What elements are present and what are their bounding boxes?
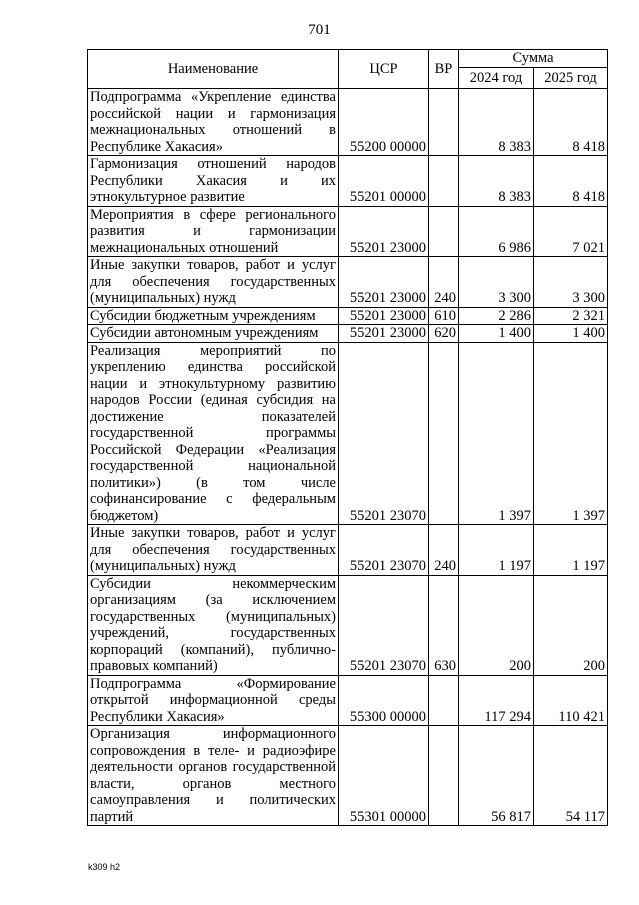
table-row	[88, 726, 608, 826]
row-name-cell: Гармонизация отношений народов Республики Хакасия и их этнокультурное развитие	[88, 156, 339, 207]
header-year-2024: 2024 год	[459, 68, 534, 89]
row-amount-2025-cell: 200	[534, 575, 608, 675]
row-amount-2024-cell: 117 294	[459, 675, 534, 726]
row-amount-2024-cell: 2 286	[459, 307, 534, 325]
row-name-cell: Субсидии автономным учреждениям	[88, 325, 339, 343]
table-row	[88, 575, 608, 675]
row-amount-2025-cell: 2 321	[534, 307, 608, 325]
header-year-2025: 2025 год	[534, 68, 608, 89]
row-csr-cell: 55200 00000	[339, 89, 429, 156]
row-amount-2025-cell: 110 421	[534, 675, 608, 726]
budget-table	[87, 49, 608, 826]
header-csr: ЦСР	[339, 50, 429, 89]
table-row	[88, 156, 608, 207]
row-amount-2024-cell: 1 197	[459, 525, 534, 576]
row-amount-2025-cell: 3 300	[534, 257, 608, 308]
row-name-cell: Реализация мероприятий по укреплению единства российской нации и этнокультурному развитию народов России (единая субсидия на достижение показателей государственной программы Российской Федерации «Реализация государственной национальной политики») (в том числе софинансирование с федеральным бюджетом)	[88, 342, 339, 525]
row-csr-cell: 55301 00000	[339, 726, 429, 826]
row-name-cell: Подпрограмма «Формирование открытой информационной среды Республики Хакасия»	[88, 675, 339, 726]
row-csr-cell: 55201 23070	[339, 342, 429, 525]
table-row	[88, 257, 608, 308]
row-vr-cell	[429, 342, 459, 525]
row-vr-cell: 620	[429, 325, 459, 343]
row-csr-cell: 55300 00000	[339, 675, 429, 726]
row-name-cell: Организация информационного сопровождения в теле- и радиоэфире деятельности органов государственной власти, органов местного самоуправления и политических партий	[88, 726, 339, 826]
row-amount-2024-cell: 8 383	[459, 89, 534, 156]
row-csr-cell: 55201 23000	[339, 325, 429, 343]
row-amount-2025-cell: 8 418	[534, 156, 608, 207]
row-name-cell: Субсидии некоммерческим организациям (за исключением государственных (муниципальных) учреждений, государственных корпораций (компаний), публично-правовых компаний)	[88, 575, 339, 675]
row-csr-cell: 55201 23070	[339, 575, 429, 675]
row-name-cell: Иные закупки товаров, работ и услуг для обеспечения государственных (муниципальных) нужд	[88, 257, 339, 308]
row-amount-2025-cell: 1 397	[534, 342, 608, 525]
row-amount-2024-cell: 3 300	[459, 257, 534, 308]
row-name-cell: Подпрограмма «Укрепление единства российской нации и гармонизация межнациональных отношений в Республике Хакасия»	[88, 89, 339, 156]
row-vr-cell	[429, 89, 459, 156]
row-amount-2024-cell: 200	[459, 575, 534, 675]
row-vr-cell: 240	[429, 525, 459, 576]
table-row	[88, 89, 608, 156]
row-csr-cell: 55201 23000	[339, 257, 429, 308]
row-amount-2024-cell: 6 986	[459, 206, 534, 257]
table-row	[88, 307, 608, 325]
row-csr-cell: 55201 23000	[339, 206, 429, 257]
row-vr-cell	[429, 156, 459, 207]
row-vr-cell	[429, 675, 459, 726]
row-amount-2024-cell: 1 400	[459, 325, 534, 343]
table-row	[88, 525, 608, 576]
row-amount-2024-cell: 8 383	[459, 156, 534, 207]
row-name-cell: Иные закупки товаров, работ и услуг для обеспечения государственных (муниципальных) нужд	[88, 525, 339, 576]
row-vr-cell	[429, 206, 459, 257]
row-amount-2024-cell: 56 817	[459, 726, 534, 826]
row-amount-2025-cell: 8 418	[534, 89, 608, 156]
row-amount-2025-cell: 7 021	[534, 206, 608, 257]
row-name-cell: Мероприятия в сфере регионального развития и гармонизации межнациональных отношений	[88, 206, 339, 257]
table-row	[88, 206, 608, 257]
row-vr-cell: 610	[429, 307, 459, 325]
row-csr-cell: 55201 23000	[339, 307, 429, 325]
page-number: 701	[308, 22, 331, 38]
header-vr: ВР	[429, 50, 459, 89]
footer-code: k309 h2	[88, 862, 121, 872]
row-amount-2025-cell: 54 117	[534, 726, 608, 826]
row-amount-2025-cell: 1 400	[534, 325, 608, 343]
table-body	[88, 89, 608, 826]
row-amount-2025-cell: 1 197	[534, 525, 608, 576]
table-row	[88, 342, 608, 525]
row-vr-cell: 240	[429, 257, 459, 308]
header-name: Наименование	[88, 50, 339, 89]
row-amount-2024-cell: 1 397	[459, 342, 534, 525]
table-row	[88, 325, 608, 343]
row-name-cell: Субсидии бюджетным учреждениям	[88, 307, 339, 325]
table-row	[88, 675, 608, 726]
row-vr-cell: 630	[429, 575, 459, 675]
row-csr-cell: 55201 00000	[339, 156, 429, 207]
row-vr-cell	[429, 726, 459, 826]
header-sum: Сумма	[459, 50, 608, 68]
row-csr-cell: 55201 23070	[339, 525, 429, 576]
